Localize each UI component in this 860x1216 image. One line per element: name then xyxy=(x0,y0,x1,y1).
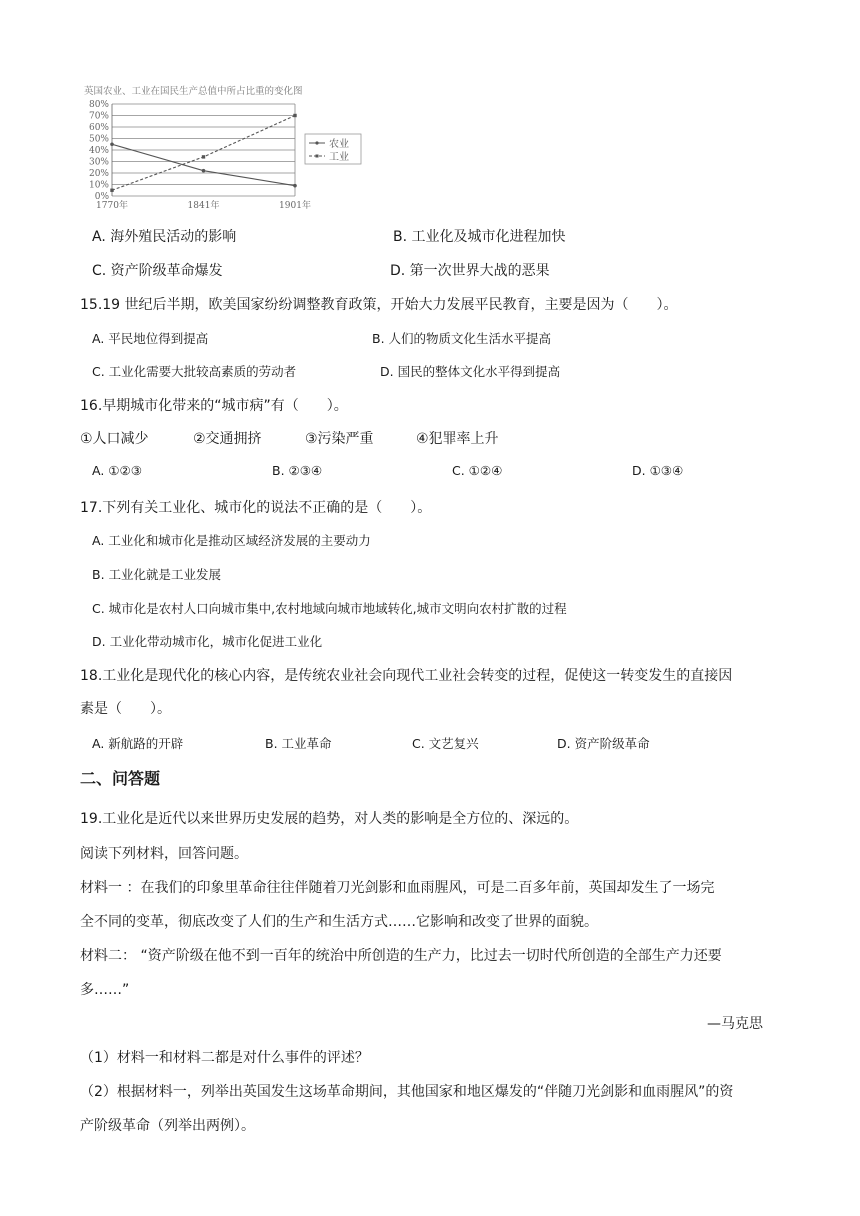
q15-option-d[interactable]: D. 国民的整体文化水平得到提高 xyxy=(380,364,561,379)
y-tick-label: 70% xyxy=(88,111,109,122)
q16-item-4: ④犯罪率上升 xyxy=(416,431,499,447)
q17-stem: 17.下列有关工业化、城市化的说法不正确的是（ ）。 xyxy=(80,500,432,516)
q18-stem-line2: 素是（ ）。 xyxy=(80,701,171,717)
data-point xyxy=(110,189,113,192)
y-tick-label: 20% xyxy=(88,169,109,179)
y-tick-label: 40% xyxy=(88,146,109,156)
q17-option-c[interactable]: C. 城市化是农村人口向城市集中,农村地域向城市地域转化,城市文明向农村扩散的过程 xyxy=(92,601,567,616)
data-point xyxy=(293,184,297,188)
q16-item-2: ②交通拥挤 xyxy=(193,431,262,447)
q16-option-b[interactable]: B. ②③④ xyxy=(272,463,323,478)
material-2-line1: 材料二： “资产阶级在他不到一百年的统治中所创造的生产力，比过去一切时代所创造的全部生产力还要 xyxy=(80,948,722,964)
y-tick-label: 0% xyxy=(94,192,109,202)
q19-part-2-line2: 产阶级革命（列举出两例）。 xyxy=(80,1118,255,1134)
quote-source: —马克思 xyxy=(707,1016,763,1032)
q16-stem: 16.早期城市化带来的“城市病”有（ ）。 xyxy=(80,398,348,414)
line-chart xyxy=(80,84,370,214)
q19-part-2-line1: （2）根据材料一，列举出英国发生这场革命期间，其他国家和地区爆发的“伴随刀光剑影和血雨腥风”的资 xyxy=(80,1084,734,1100)
q19-stem: 19.工业化是近代以来世界历史发展的趋势，对人类的影响是全方位的、深远的。 xyxy=(80,811,579,827)
q19-part-1: （1）材料一和材料二都是对什么事件的评述？ xyxy=(80,1050,369,1066)
q17-option-b[interactable]: B. 工业化就是工业发展 xyxy=(92,567,222,582)
q18-stem-line1: 18.工业化是现代化的核心内容，是传统农业社会向现代工业社会转变的过程，促使这一转变发生的直接因 xyxy=(80,668,733,684)
q18-option-b[interactable]: B. 工业革命 xyxy=(265,736,332,751)
legend-label: 工业 xyxy=(329,152,349,163)
q14-option-b[interactable]: B. 工业化及城市化进程加快 xyxy=(393,229,566,245)
q15-option-b[interactable]: B. 人们的物质文化生活水平提高 xyxy=(372,331,552,346)
q18-option-c[interactable]: C. 文艺复兴 xyxy=(412,736,479,751)
y-tick-label: 30% xyxy=(88,157,109,168)
x-tick-label: 1841年 xyxy=(187,201,220,211)
y-tick-label: 10% xyxy=(88,180,109,191)
material-2-line2: 多……” xyxy=(80,982,130,998)
q18-option-a[interactable]: A. 新航路的开辟 xyxy=(92,736,184,751)
y-tick-label: 50% xyxy=(88,134,109,145)
q15-option-c[interactable]: C. 工业化需要大批较高素质的劳动者 xyxy=(92,364,297,379)
q16-option-a[interactable]: A. ①②③ xyxy=(92,463,142,478)
data-point xyxy=(110,142,114,146)
q18-option-d[interactable]: D. 资产阶级革命 xyxy=(557,736,650,751)
q16-option-d[interactable]: D. ①③④ xyxy=(632,463,684,478)
q14-option-d[interactable]: D. 第一次世界大战的恶果 xyxy=(390,263,550,279)
material-1-line1: 材料一 ：在我们的印象里革命往往伴随着刀光剑影和血雨腥风，可是二百多年前，英国却发生了一场完 xyxy=(80,880,715,896)
q15-stem: 15.19 世纪后半期，欧美国家纷纷调整教育政策，开始大力发展平民教育，主要是因为（ ）。 xyxy=(80,297,678,313)
q17-option-d[interactable]: D. 工业化带动城市化，城市化促进工业化 xyxy=(92,634,323,649)
q19-instruction: 阅读下列材料，回答问题。 xyxy=(80,846,248,862)
legend-label: 农业 xyxy=(329,139,349,150)
chart-title: 英国农业、工业在国民生产总值中所占比重的变化图 xyxy=(84,86,303,97)
y-tick-label: 60% xyxy=(88,123,109,133)
section-heading: 二、问答题 xyxy=(80,769,161,788)
q14-option-c[interactable]: C. 资产阶级革命爆发 xyxy=(92,263,223,279)
data-point xyxy=(293,114,296,117)
legend-marker xyxy=(315,141,318,144)
y-tick-label: 80% xyxy=(88,100,109,110)
q16-option-c[interactable]: C. ①②④ xyxy=(452,463,503,478)
q14-option-a[interactable]: A. 海外殖民活动的影响 xyxy=(92,229,237,245)
q16-item-1: ①人口减少 xyxy=(80,431,149,447)
x-tick-label: 1770年 xyxy=(96,201,128,211)
material-1-line2: 全不同的变革，彻底改变了人们的生产和生活方式……它影响和改变了世界的面貌。 xyxy=(80,914,598,930)
data-point xyxy=(202,169,206,173)
q15-option-a[interactable]: A. 平民地位得到提高 xyxy=(92,331,209,346)
data-point xyxy=(202,155,205,158)
q17-option-a[interactable]: A. 工业化和城市化是推动区域经济发展的主要动力 xyxy=(92,533,371,548)
q16-item-3: ③污染严重 xyxy=(305,431,374,447)
legend-marker xyxy=(316,155,319,158)
x-tick-label: 1901年 xyxy=(279,201,311,211)
series-line-1 xyxy=(112,144,295,185)
